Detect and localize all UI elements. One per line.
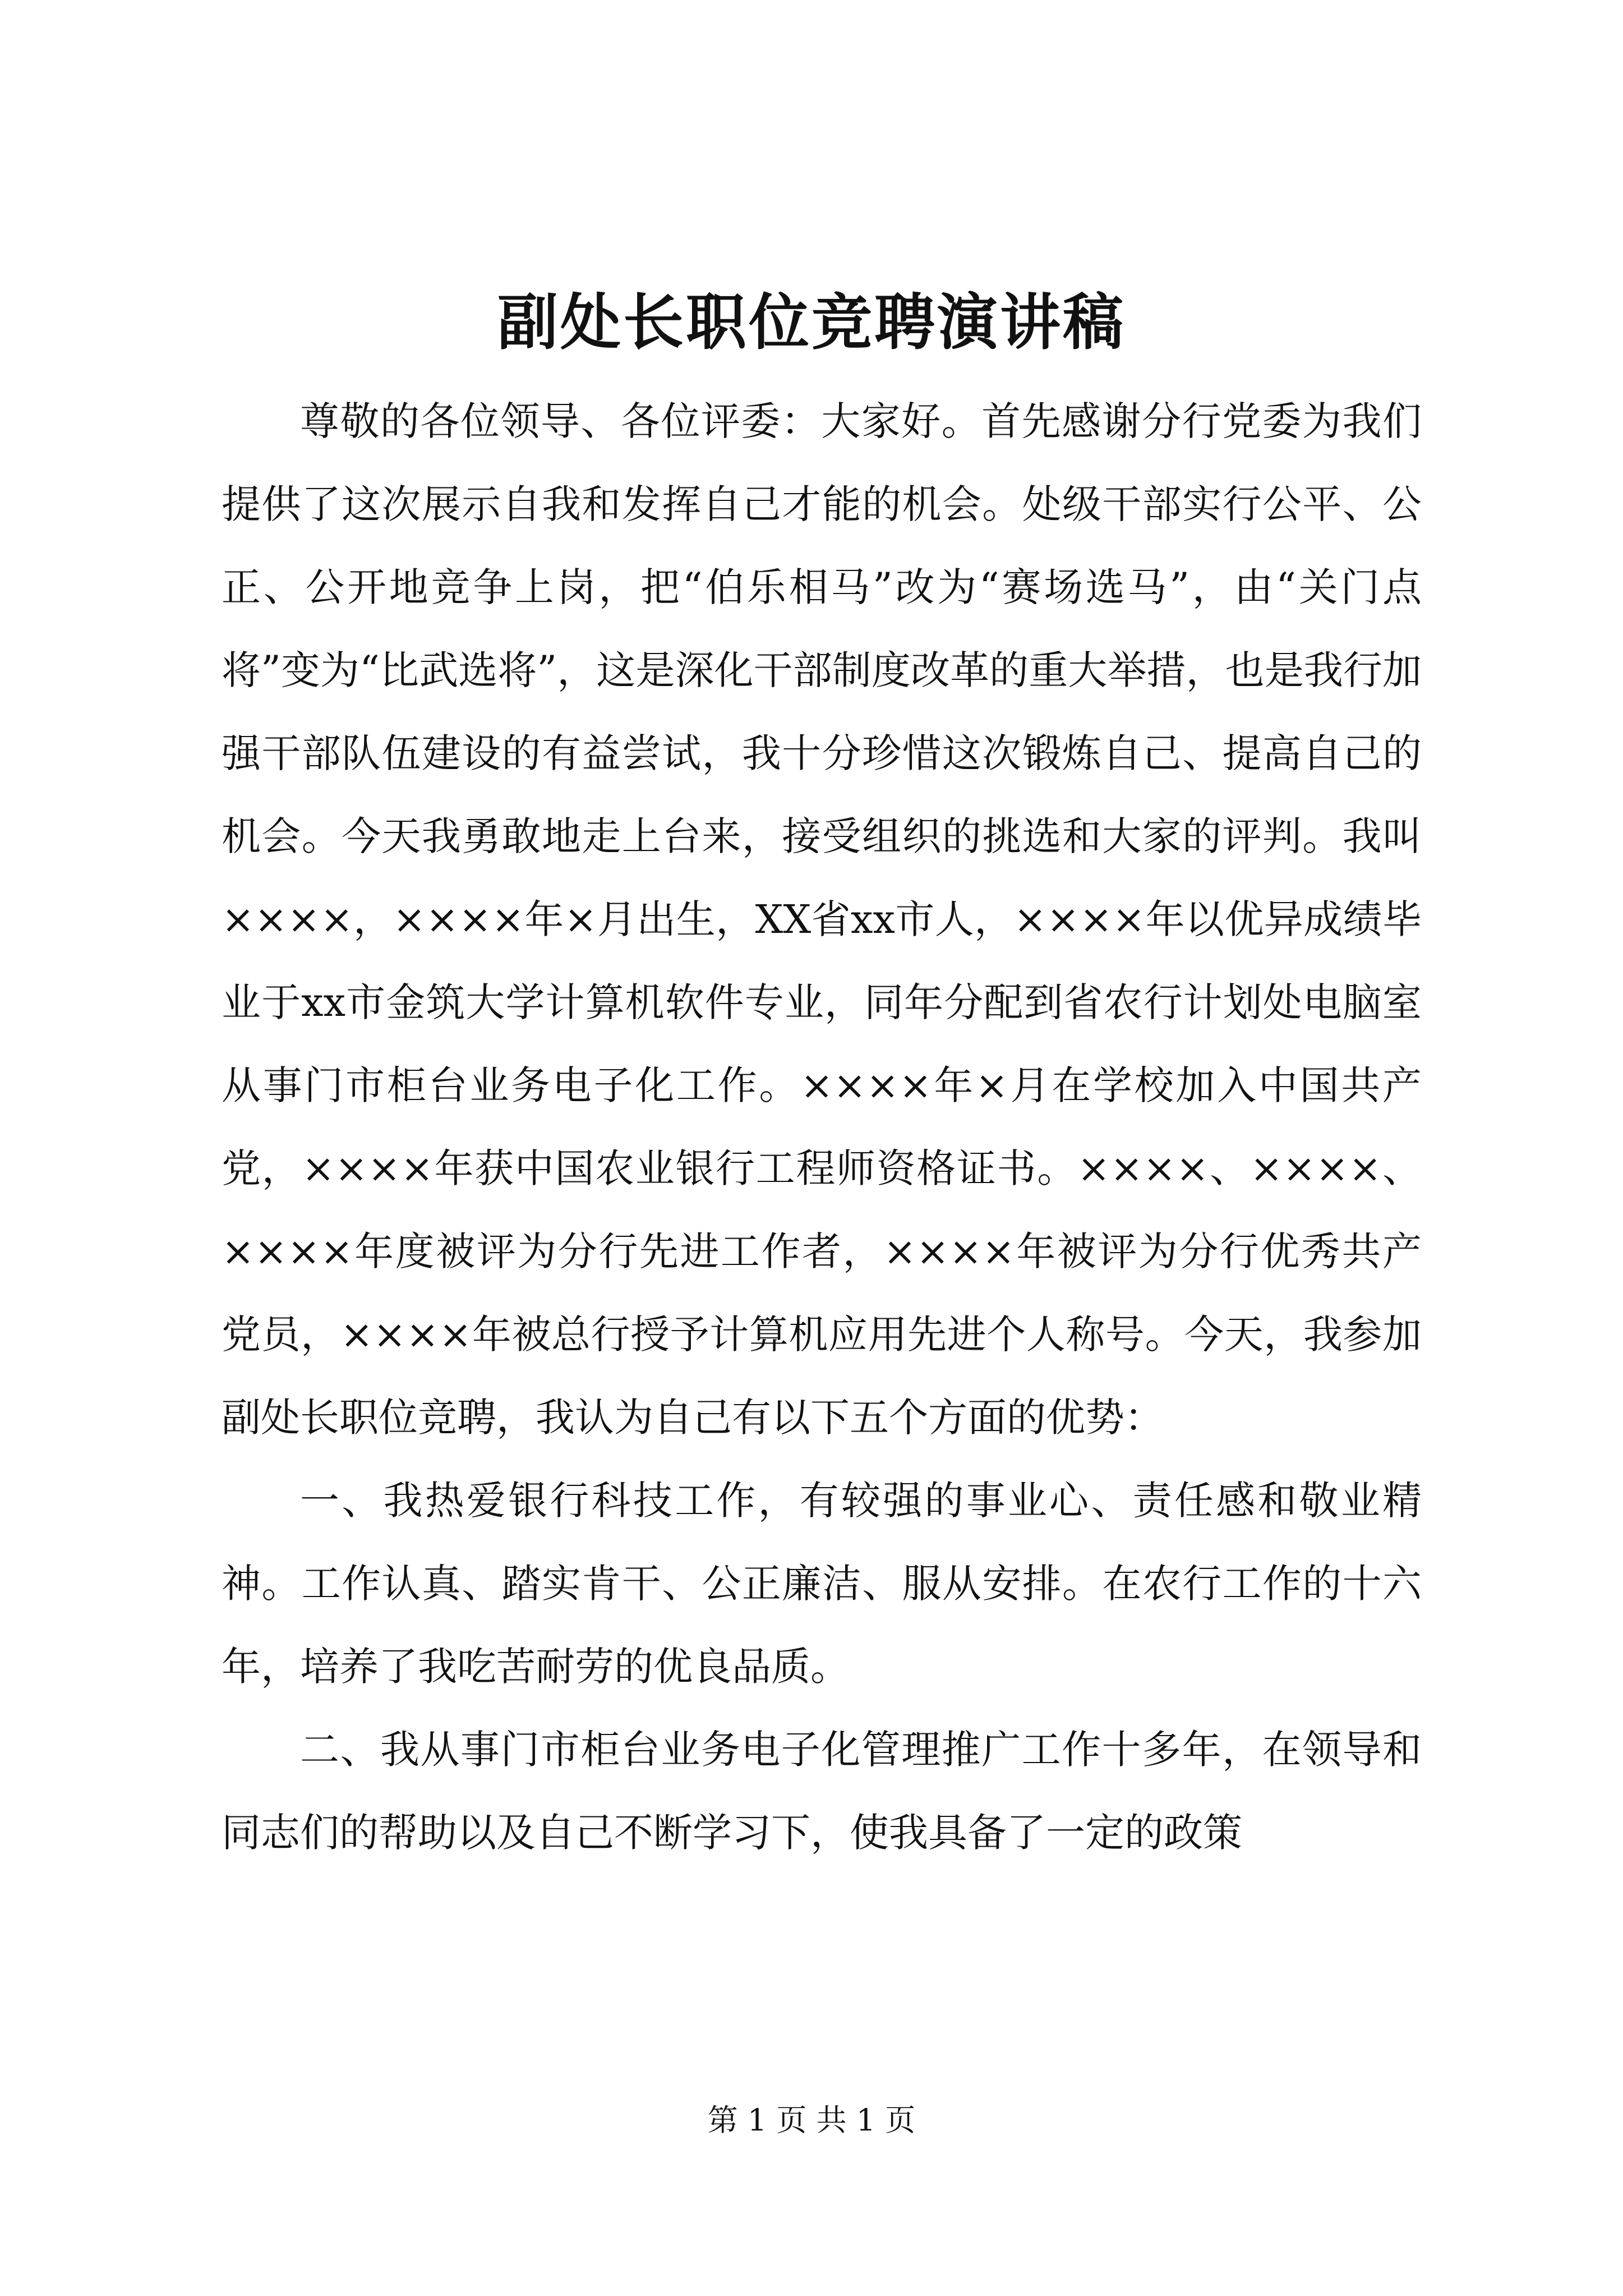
document-title: 副处长职位竞聘演讲稿 [497,287,1126,358]
page-number-footer: 第 1 页 共 1 页 [707,2102,916,2138]
paragraph-advantage-1: 一、我热爱银行科技工作，有较强的事业心、责任感和敬业精神。工作认真、踏实肯干、公正廉洁、服从安排。在农行工作的十六年，培养了我吃苦耐劳的优良品质。 [222,1478,1422,1690]
document-body [222,380,1422,1874]
paragraph-advantage-2: 二、我从事门市柜台业务电子化管理推广工作十多年，在领导和同志们的帮助以及自己不断学习下，使我具备了一定的政策 [222,1727,1422,1856]
paragraph-intro: 尊敬的各位领导、各位评委：大家好。首先感谢分行党委为我们提供了这次展示自我和发挥自己才能的机会。处级干部实行公平、公正、公开地竞争上岗，把“伯乐相马”改为“赛场选马”，由“关门点将”变为“比武选将”，这是深化干部制度改革的重大举措，也是我行加强干部队伍建设的有益尝试，我十分珍惜这次锻炼自己、提高自己的机会。今天我勇敢地走上台来，接受组织的挑选和大家的评判。我叫××××，××××年×月出生，XX省xx市人，××××年以优异成绩毕业于xx市金筑大学计算机软件专业，同年分配到省农行计划处电脑室从事门市柜台业务电子化工作。××××年×月在学校加入中国共产党，××××年获中国农业银行工程师资格证书。××××、××××、××××年度被评为分行先进工作者，××××年被评为分行优秀共产党员，××××年被总行授予计算机应用先进个人称号。今天，我参加副处长职位竞聘，我认为自己有以下五个方面的优势： [222,398,1422,1441]
